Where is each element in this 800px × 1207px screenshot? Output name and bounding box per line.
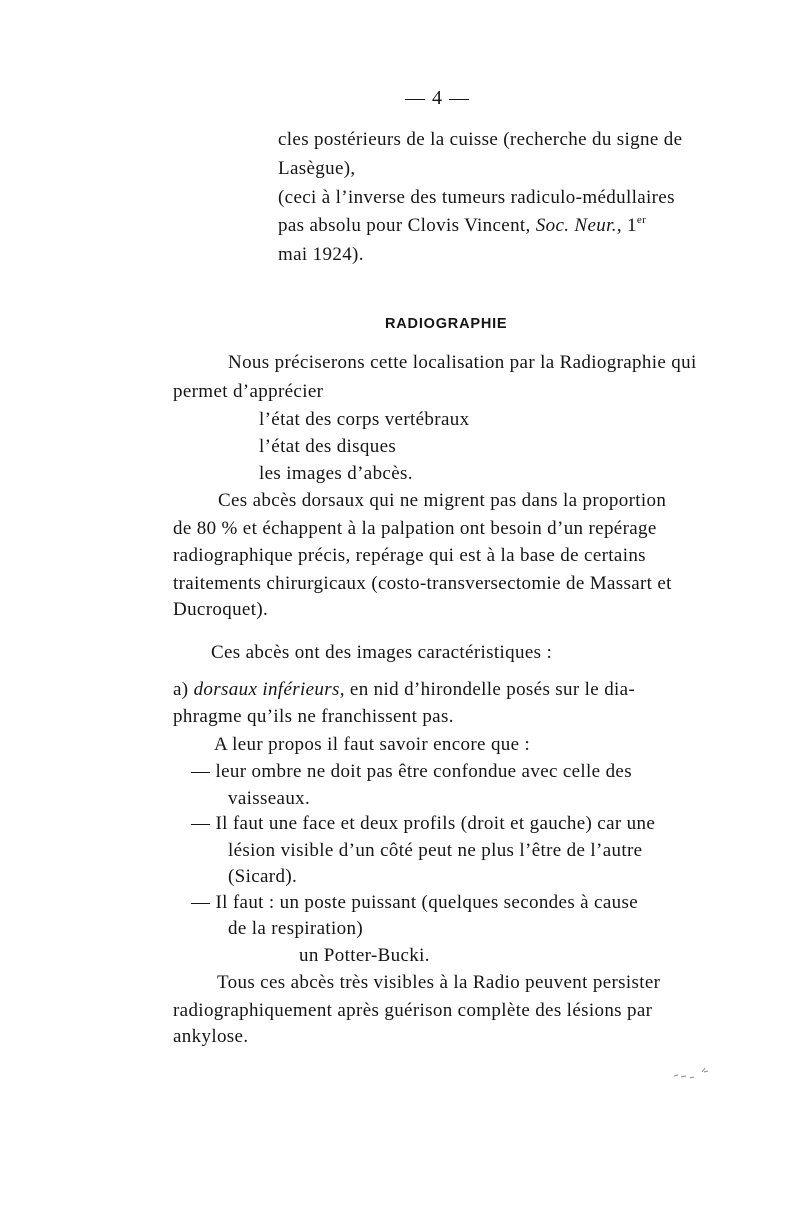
para3-line-1: Ces abcès ont des images caractéristiques : [211, 642, 553, 663]
para1-item-1: l’état des corps vertébraux [259, 409, 470, 430]
para2-line-4: traitements chirurgicaux (costo-transversectomie de Massart et [173, 573, 672, 594]
para3-line-3: phragme qu’ils ne franchissent pas. [173, 706, 454, 727]
para2-line-3: radiographique précis, repérage qui est à la base de certains [173, 545, 646, 566]
section-heading: RADIOGRAPHIE [385, 316, 508, 332]
para1-line-1: Nous préciserons cette localisation par la Radiographie qui [228, 352, 697, 373]
para3-line-2 [173, 678, 635, 702]
intro-line-4-date: , 1 [616, 215, 637, 236]
para4-line-3: ankylose. [173, 1026, 249, 1047]
para4-line-1: Tous ces abcès très visibles à la Radio peuvent persister [217, 972, 661, 993]
italic-term: dorsaux inférieurs [193, 679, 340, 700]
dash-item-1-line-1: — leur ombre ne doit pas être confondue avec celle des [191, 761, 632, 782]
intro-line-2: Lasègue), [278, 158, 356, 179]
para2-line-5: Ducroquet). [173, 599, 269, 620]
para1-item-3: les images d’abcès. [259, 463, 413, 484]
para2-line-1: Ces abcès dorsaux qui ne migrent pas dans la proportion [218, 490, 667, 511]
intro-line-4 [278, 214, 646, 238]
dash-item-2-line-2: lésion visible d’un côté peut ne plus l’être de l’autre [228, 840, 643, 861]
intro-line-4-text: pas absolu pour Clovis Vincent, [278, 215, 536, 236]
dash-item-3-line-3: un Potter-Bucki. [299, 945, 430, 966]
para3-line-2-text: , en nid d’hirondelle posés sur le dia- [339, 679, 636, 700]
intro-line-3: (ceci à l’inverse des tumeurs radiculo-médullaires [278, 187, 675, 208]
list-marker-a: a) [173, 679, 194, 700]
journal-reference: Soc. Neur. [535, 215, 617, 236]
dash-item-2-line-1: — Il faut une face et deux profils (droit et gauche) car une [191, 813, 656, 834]
para1-item-2: l’état des disques [259, 436, 397, 457]
para2-line-2: de 80 % et échappent à la palpation ont besoin d’un repérage [173, 518, 657, 539]
para4-line-2: radiographiquement après guérison complète des lésions par [173, 1000, 653, 1021]
dash-item-2-line-3: (Sicard). [228, 866, 298, 887]
para3-line-4: A leur propos il faut savoir encore que : [214, 734, 531, 755]
ordinal-superscript: er [636, 214, 647, 226]
intro-line-1: cles postérieurs de la cuisse (recherche du signe de [278, 129, 683, 150]
dash-item-1-line-2: vaisseaux. [228, 788, 311, 809]
dash-item-3-line-2: de la respiration) [228, 918, 364, 939]
page-number: — 4 — [405, 87, 470, 109]
dash-item-3-line-1: — Il faut : un poste puissant (quelques secondes à cause [191, 892, 638, 913]
scan-artifact-mark [672, 1066, 712, 1080]
para1-line-2: permet d’apprécier [173, 381, 324, 402]
intro-line-5: mai 1924). [278, 244, 364, 265]
